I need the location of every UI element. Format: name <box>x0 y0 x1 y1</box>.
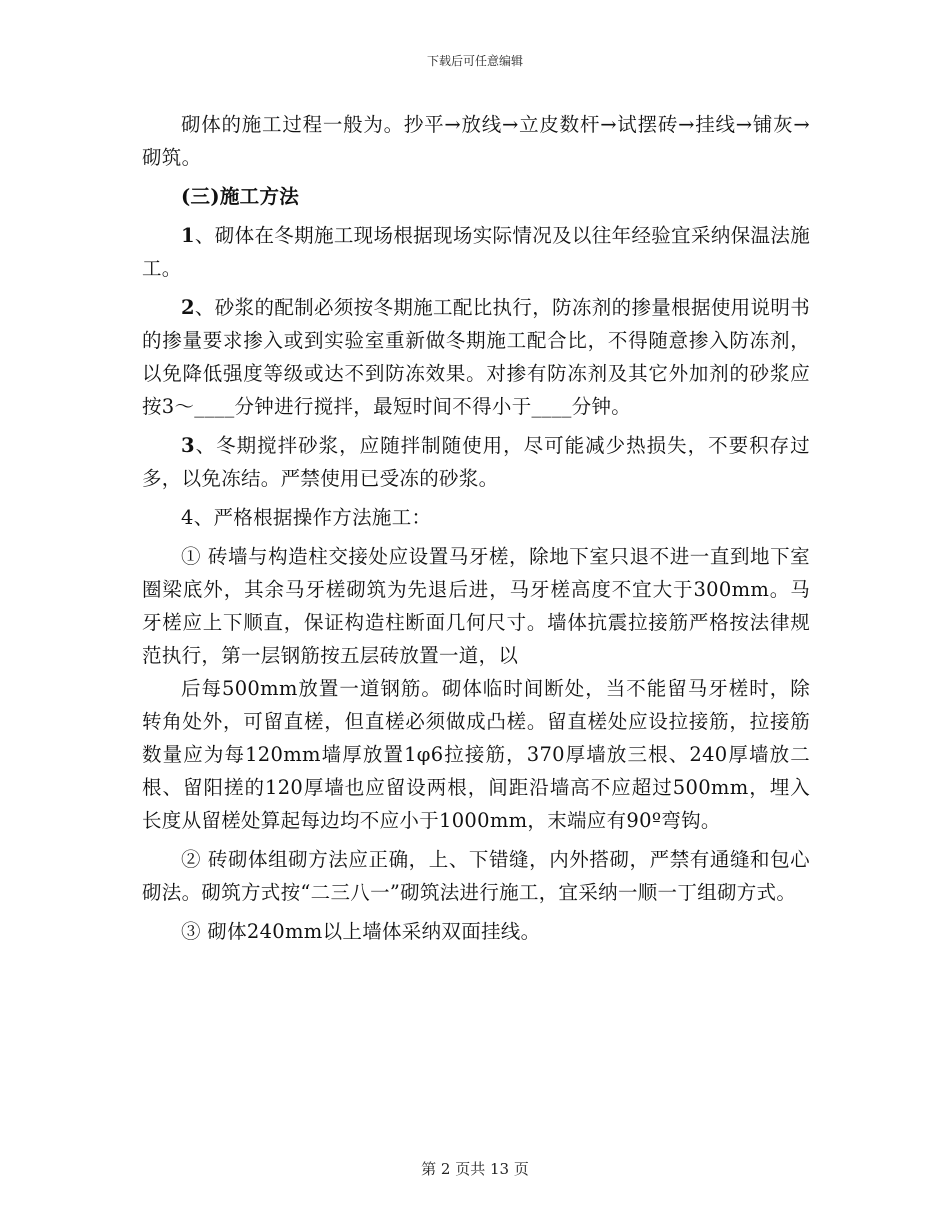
paragraph-text: ① 砖墙与构造柱交接处应设置马牙槎，除地下室只退不进一直到地下室圈梁底外，其余马牙槎砌筑为先退后进，马牙槎高度不宜大于300mm。马牙槎应上下顺直，保证构造柱断面几何尺寸。墙体抗震拉接筋严格按法律规范执行，第一层钢筋按五层砖放置一道，以 <box>142 545 810 667</box>
document-body <box>142 108 810 954</box>
page-header: 下载后可任意编辑 <box>426 54 523 68</box>
paragraph-text: 4、严格根据操作方法施工： <box>181 506 432 529</box>
paragraph-subitem-2 <box>142 843 810 909</box>
paragraph-text: 、砌体在冬期施工现场根据现场实际情况及以往年经验宜采纳保温法施工。 <box>142 224 810 280</box>
paragraph-text: 、砂浆的配制必须按冬期施工配比执行，防冻剂的掺量根据使用说明书的掺量要求掺入或到实验室重新做冬期施工配合比，不得随意掺入防冻剂，以免降低强度等级或达不到防冻效果。对掺有防冻剂及其它外加剂的砂浆应按3～____分钟进行搅拌，最短时间不得小于____分钟。 <box>142 296 810 418</box>
heading-text: (三)施工方法 <box>181 185 300 208</box>
paragraph-subitem-1 <box>142 540 810 672</box>
paragraph-item-4 <box>142 501 810 534</box>
paragraph-subitem-3 <box>142 915 810 948</box>
paragraph-process <box>142 108 810 174</box>
paragraph-text: ③ 砌体240mm以上墙体采纳双面挂线。 <box>181 920 541 943</box>
paragraph-text: 后每500mm放置一道钢筋。砌体临时间断处，当不能留马牙槎时，除转角处外，可留直槎，但直槎必须做成凸槎。留直槎处应设拉接筋，拉接筋数量应为每120mm墙厚放置1φ6拉接筋，370厚墙放三根、240厚墙放二根、留阳搓的120厚墙也应留设两根，间距沿墙高不应超过500mm，埋入长度从留槎处算起每边均不应小于1000mm，末端应有90º弯钩。 <box>142 677 810 832</box>
item-number: 3 <box>181 434 195 457</box>
paragraph-subitem-1-continued <box>142 672 810 837</box>
paragraph-text: 、冬期搅拌砂浆，应随拌制随使用，尽可能减少热损失，不要积存过多，以免冻结。严禁使用已受冻的砂浆。 <box>142 434 810 490</box>
item-number: 2 <box>181 296 195 319</box>
section-heading <box>142 180 810 213</box>
paragraph-text: ② 砖砌体组砌方法应正确，上、下错缝，内外搭砌，严禁有通缝和包心砌法。砌筑方式按“二三八一”砌筑法进行施工，宜采纳一顺一丁组砌方式。 <box>142 848 810 904</box>
paragraph-item-3 <box>142 429 810 495</box>
paragraph-item-2 <box>142 291 810 423</box>
page-footer: 第 2 页共 13 页 <box>421 1160 529 1178</box>
item-number: 1 <box>181 224 195 247</box>
paragraph-item-1 <box>142 219 810 285</box>
paragraph-text: 砌体的施工过程一般为。抄平→放线→立皮数杆→试摆砖→挂线→铺灰→砌筑。 <box>142 113 810 169</box>
